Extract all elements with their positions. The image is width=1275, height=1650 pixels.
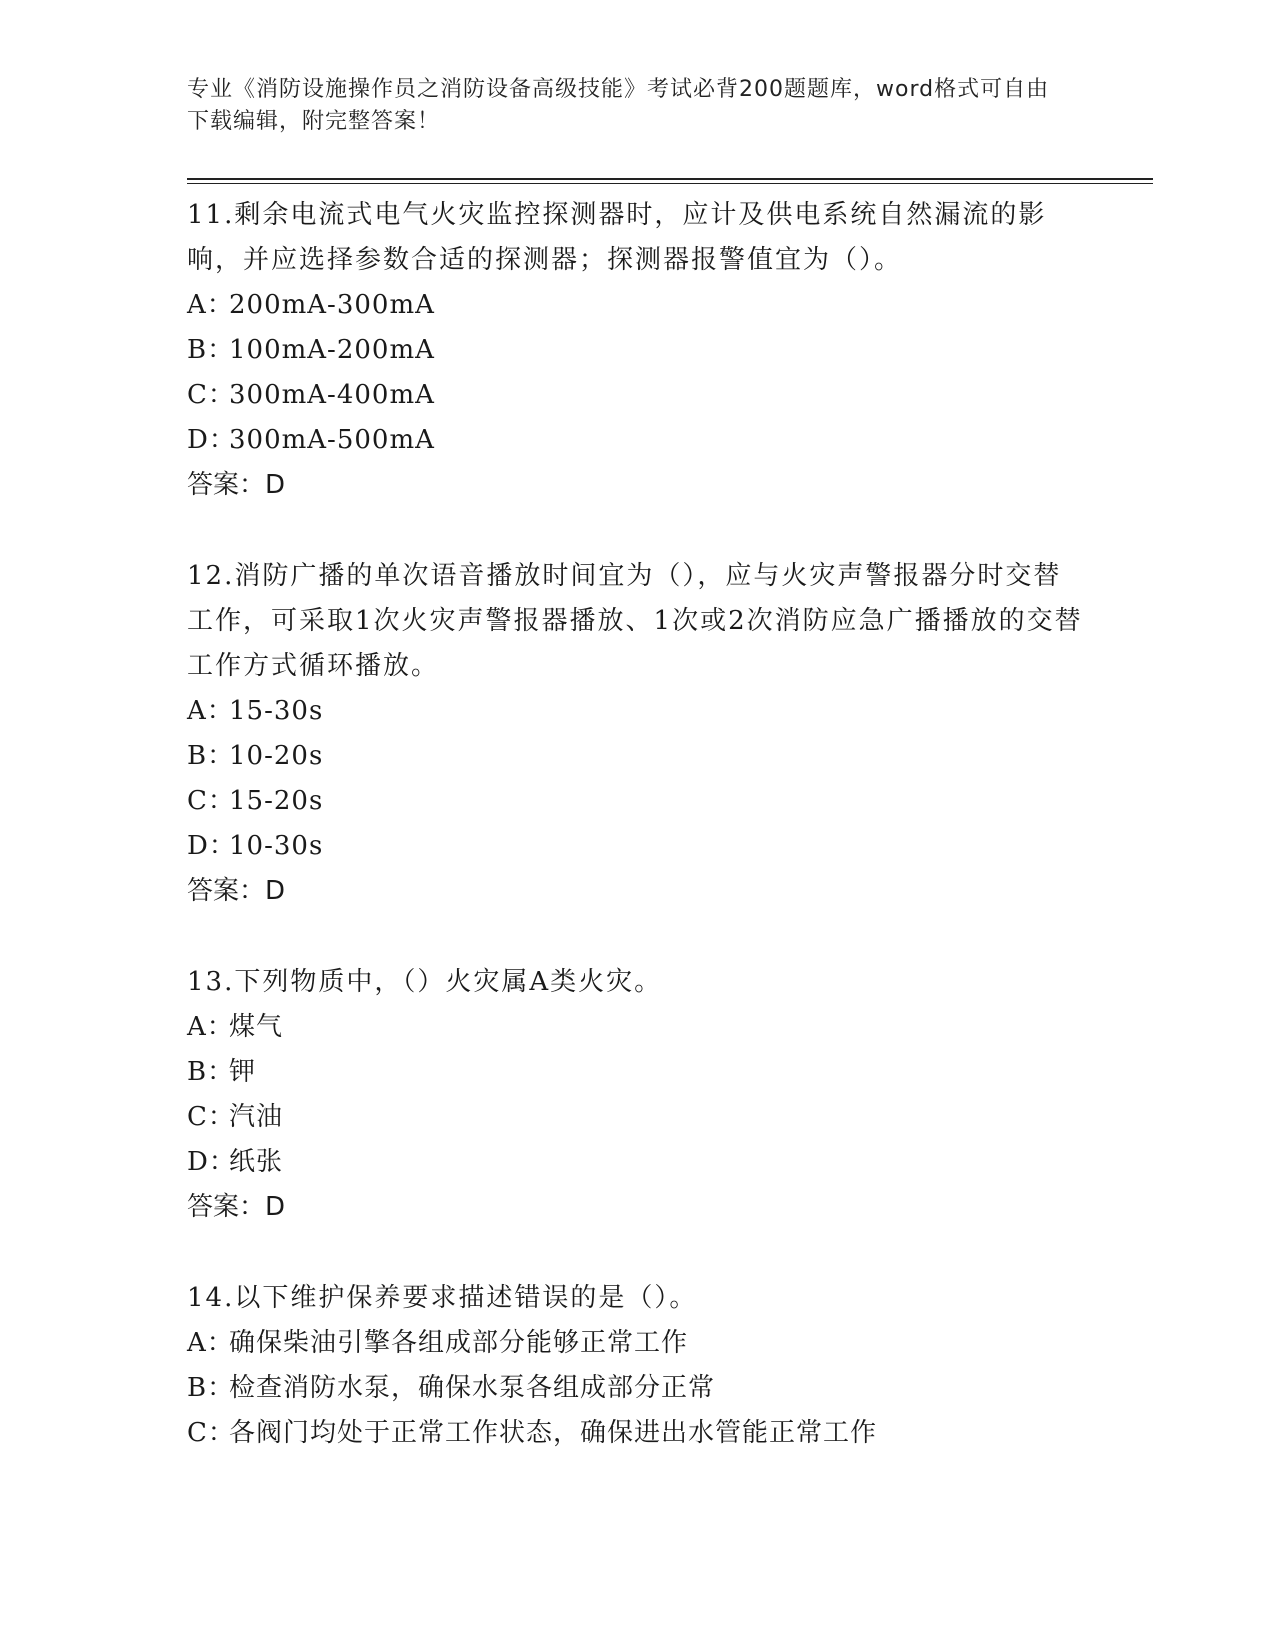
option-key: C： <box>187 786 235 816</box>
option-text: 汽油 <box>229 1102 284 1132</box>
document-header <box>187 74 1067 138</box>
option-text: 300mA-500mA <box>229 425 435 455</box>
option-key: D： <box>187 831 236 861</box>
question-stem: 12.消防广播的单次语音播放时间宜为（），应与火灾声警报器分时交替工作，可采取1次火灾声警报器播放、1次或2次消防应急广播播放的交替工作方式循环播放。 <box>187 561 1083 681</box>
option-text: 纸张 <box>229 1147 284 1177</box>
question-list <box>187 193 1087 1502</box>
question-stem: 13.下列物质中，（）火灾属A类火灾。 <box>187 967 663 997</box>
option-b <box>187 328 1087 373</box>
option-text: 煤气 <box>229 1012 284 1042</box>
option-key: A： <box>187 1012 234 1042</box>
option-key: B： <box>187 335 235 365</box>
option-text: 200mA-300mA <box>229 290 435 320</box>
option-c <box>187 1095 1087 1140</box>
option-key: B： <box>187 1373 235 1403</box>
option-text: 钾 <box>229 1057 257 1087</box>
option-a <box>187 1321 1087 1366</box>
question-12 <box>187 554 1087 914</box>
option-a <box>187 283 1087 328</box>
option-a <box>187 1005 1087 1050</box>
option-d <box>187 418 1087 463</box>
option-text: 10-20s <box>229 741 324 771</box>
option-key: D： <box>187 425 236 455</box>
option-c <box>187 373 1087 418</box>
option-key: D： <box>187 1147 236 1177</box>
option-key: A： <box>187 290 234 320</box>
option-text: 确保柴油引擎各组成部分能够正常工作 <box>229 1328 689 1358</box>
question-stem: 14.以下维护保养要求描述错误的是（）。 <box>187 1283 698 1313</box>
option-b <box>187 1366 1087 1411</box>
option-key: C： <box>187 380 235 410</box>
option-key: B： <box>187 1057 235 1087</box>
header-divider-thick <box>187 178 1153 180</box>
option-text: 检查消防水泵，确保水泵各组成部分正常 <box>229 1373 716 1403</box>
option-b <box>187 734 1087 779</box>
option-c <box>187 779 1087 824</box>
question-14 <box>187 1276 1087 1456</box>
question-13 <box>187 960 1087 1230</box>
header-divider-thin <box>187 183 1153 184</box>
option-text: 100mA-200mA <box>229 335 435 365</box>
answer-line: 答案：D <box>187 470 286 500</box>
header-text: 专业《消防设施操作员之消防设备高级技能》考试必背200题题库，word格式可自由下载编辑，附完整答案！ <box>187 77 1050 134</box>
option-d <box>187 1140 1087 1185</box>
answer-line: 答案：D <box>187 876 286 906</box>
option-a <box>187 689 1087 734</box>
option-b <box>187 1050 1087 1095</box>
option-key: C： <box>187 1418 235 1448</box>
option-text: 300mA-400mA <box>229 380 435 410</box>
option-key: A： <box>187 1328 234 1358</box>
question-11 <box>187 193 1087 508</box>
option-c <box>187 1411 1087 1456</box>
option-key: C： <box>187 1102 235 1132</box>
option-text: 15-30s <box>229 696 324 726</box>
option-key: B： <box>187 741 235 771</box>
answer-line: 答案：D <box>187 1192 286 1222</box>
question-stem: 11.剩余电流式电气火灾监控探测器时，应计及供电系统自然漏流的影响，并应选择参数合适的探测器；探测器报警值宜为（）。 <box>187 200 1047 275</box>
option-text: 15-20s <box>229 786 324 816</box>
option-text: 10-30s <box>229 831 324 861</box>
option-d <box>187 824 1087 869</box>
option-text: 各阀门均处于正常工作状态，确保进出水管能正常工作 <box>229 1418 878 1448</box>
option-key: A： <box>187 696 234 726</box>
